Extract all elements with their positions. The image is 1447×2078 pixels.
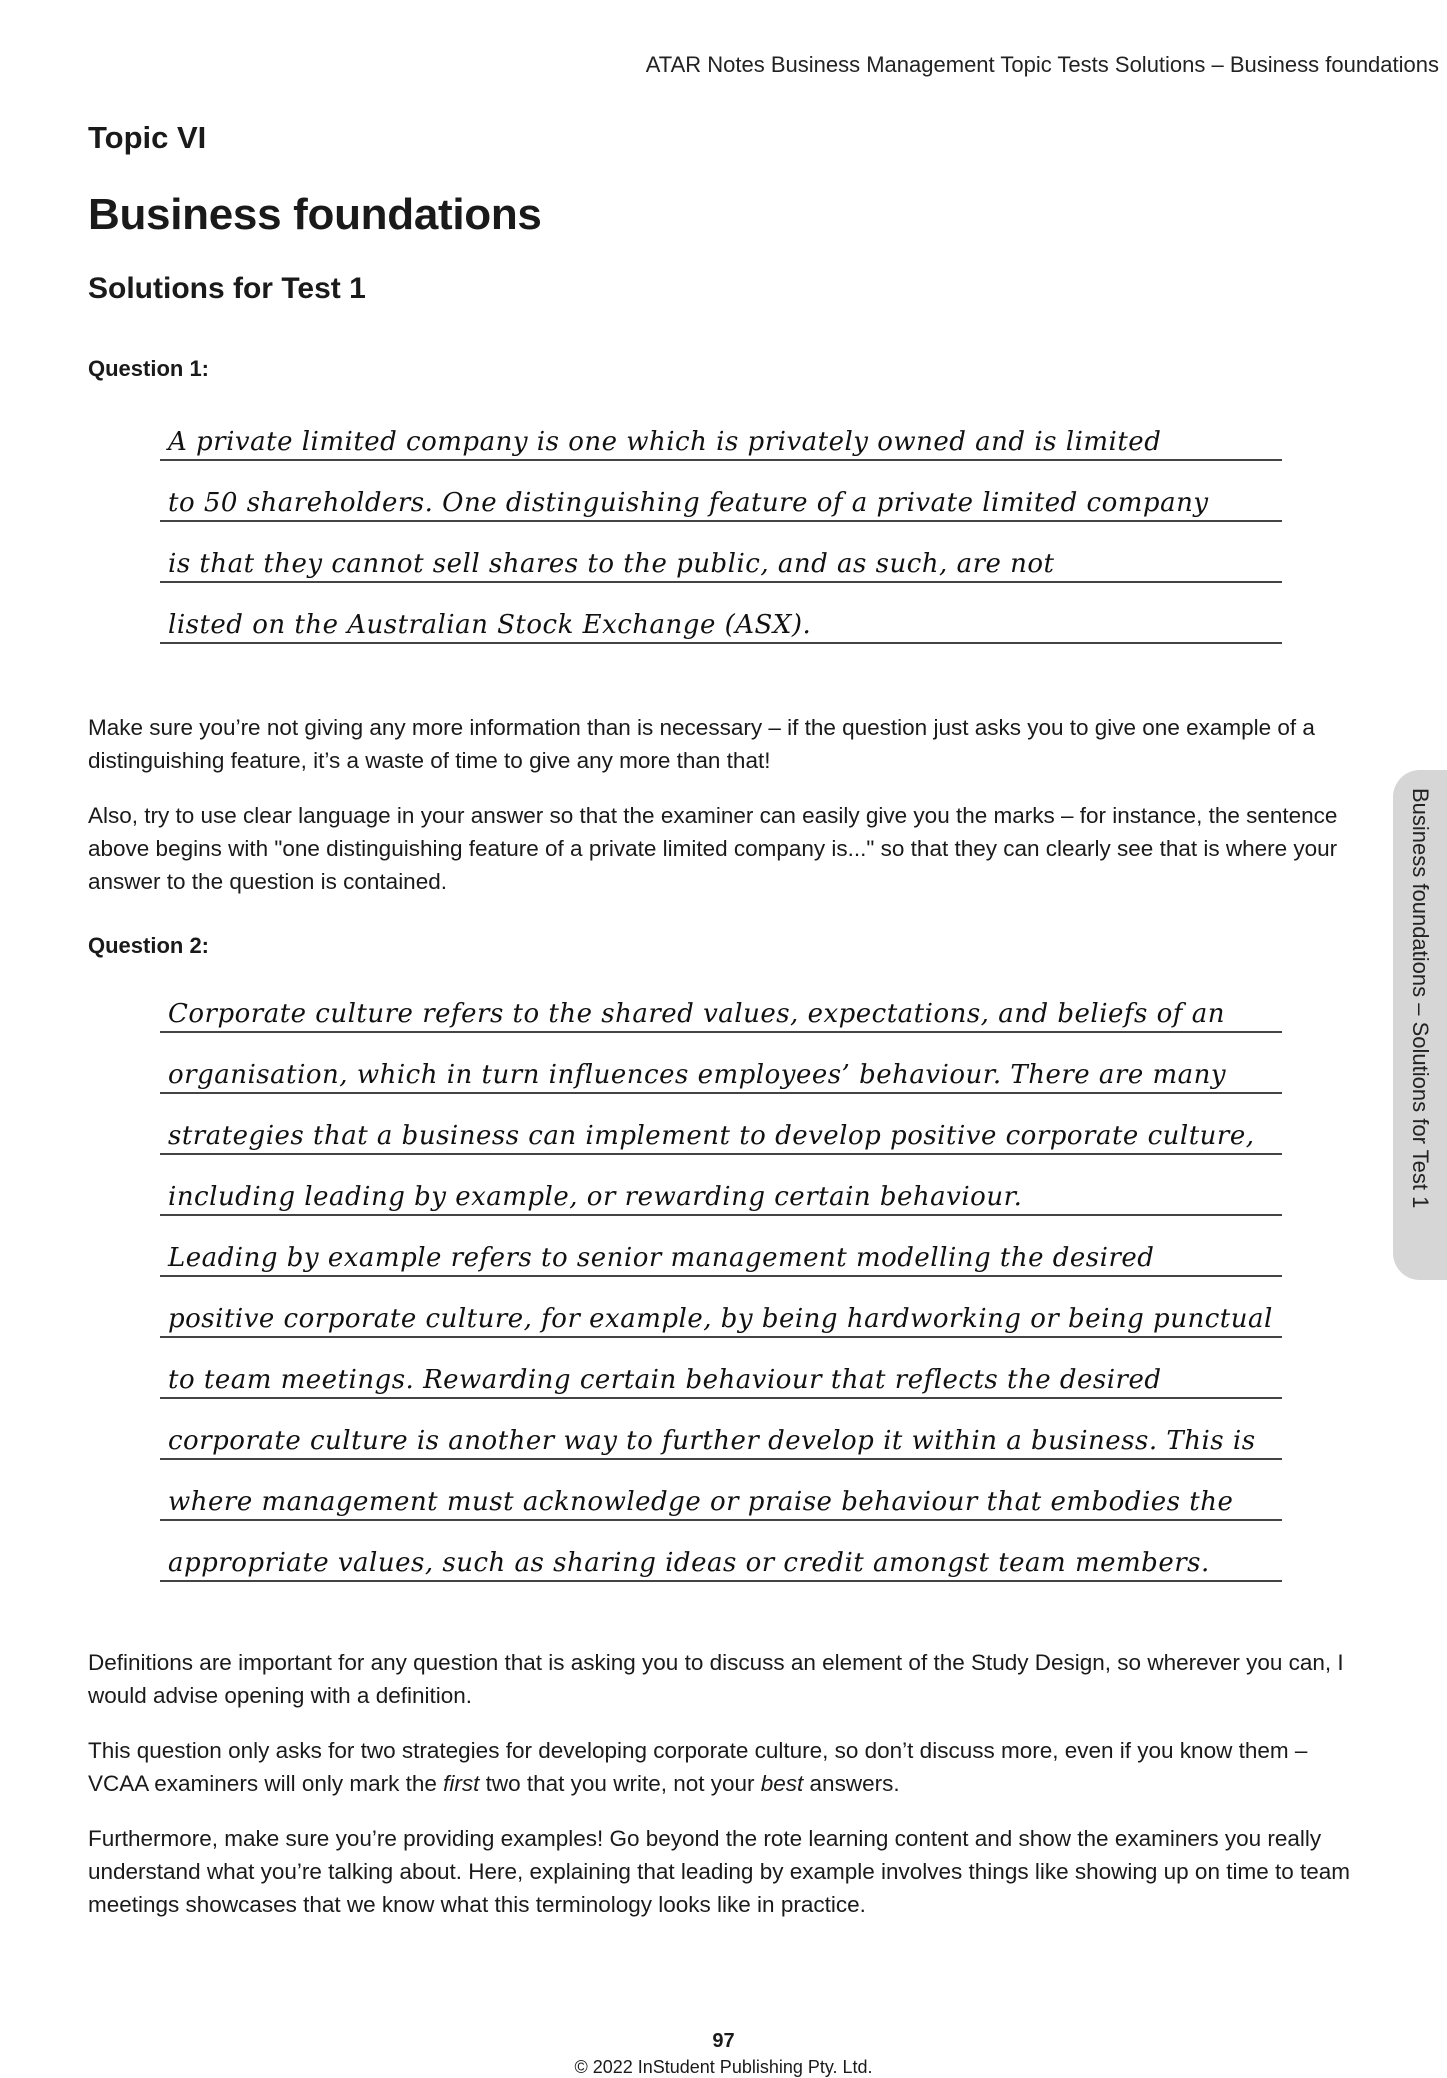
note-text: answers.	[803, 1771, 900, 1796]
question-1-note: Make sure you’re not giving any more information than is necessary – if the question just asks you to give one example of a distinguishing feature, it’s a waste of time to give any more than that!	[88, 715, 1315, 773]
running-header: ATAR Notes Business Management Topic Tests Solutions – Business foundations	[645, 52, 1439, 77]
answer-line: Corporate culture refers to the shared values, expectations, and beliefs of an	[160, 972, 1282, 1033]
answer-line: A private limited company is one which is privately owned and is limited	[160, 400, 1282, 461]
question-1-note: Also, try to use clear language in your answer so that the examiner can easily give you the marks – for instance, the sentence above begins with "one distinguishing feature of a private limited company is..." so that they can clearly see that is where your answer to the question is contained.	[88, 803, 1338, 894]
question-1-label: Question 1:	[88, 356, 210, 381]
answer-line: strategies that a business can implement to develop positive corporate culture,	[160, 1094, 1282, 1155]
page-number: 97	[712, 2030, 735, 2052]
answer-line: Leading by example refers to senior management modelling the desired	[160, 1216, 1282, 1277]
emphasis-first: first	[443, 1771, 480, 1796]
question-2-label: Question 2:	[88, 933, 210, 958]
section-side-tab	[1393, 770, 1447, 1280]
answer-line: including leading by example, or rewarding certain behaviour.	[160, 1155, 1282, 1216]
answer-line: where management must acknowledge or praise behaviour that embodies the	[160, 1460, 1282, 1521]
emphasis-best: best	[760, 1771, 804, 1796]
note-text: two that you write, not your	[479, 1771, 761, 1796]
page-title: Business foundations	[88, 190, 542, 239]
answer-line: to team meetings. Rewarding certain behaviour that reflects the desired	[160, 1338, 1282, 1399]
side-tab-label: Business foundations – Solutions for Test 1	[1408, 788, 1433, 1209]
answer-line: listed on the Australian Stock Exchange (ASX).	[160, 583, 1282, 644]
answer-line: organisation, which in turn influences employees’ behaviour. There are many	[160, 1033, 1282, 1094]
copyright-notice: © 2022 InStudent Publishing Pty. Ltd.	[574, 2057, 873, 2077]
answer-line: to 50 shareholders. One distinguishing feature of a private limited company	[160, 461, 1282, 522]
answer-line: corporate culture is another way to further develop it within a business. This is	[160, 1399, 1282, 1460]
question-2-handwritten-answer	[160, 972, 1282, 1582]
page-subtitle: Solutions for Test 1	[88, 272, 366, 305]
question-2-note: Furthermore, make sure you’re providing examples! Go beyond the rote learning content and show the examiners you really understand what you’re talking about. Here, explaining that leading by example involves things like showing up on time to team meetings showcases that we know what this terminology looks like in practice.	[88, 1826, 1350, 1917]
question-1-handwritten-answer	[160, 400, 1282, 644]
answer-line: positive corporate culture, for example, by being hardworking or being punctual	[160, 1277, 1282, 1338]
note-text: This question only asks for two strategies for developing corporate culture, so don’t discuss more, even if you know them – VCAA examiners will only mark the	[88, 1738, 1308, 1796]
question-2-note	[88, 1734, 1350, 1800]
answer-line: is that they cannot sell shares to the public, and as such, are not	[160, 522, 1282, 583]
question-2-note: Definitions are important for any question that is asking you to discuss an element of the Study Design, so wherever you can, I would advise opening with a definition.	[88, 1650, 1344, 1708]
topic-label: Topic VI	[88, 120, 207, 155]
answer-line: appropriate values, such as sharing ideas or credit amongst team members.	[160, 1521, 1282, 1582]
